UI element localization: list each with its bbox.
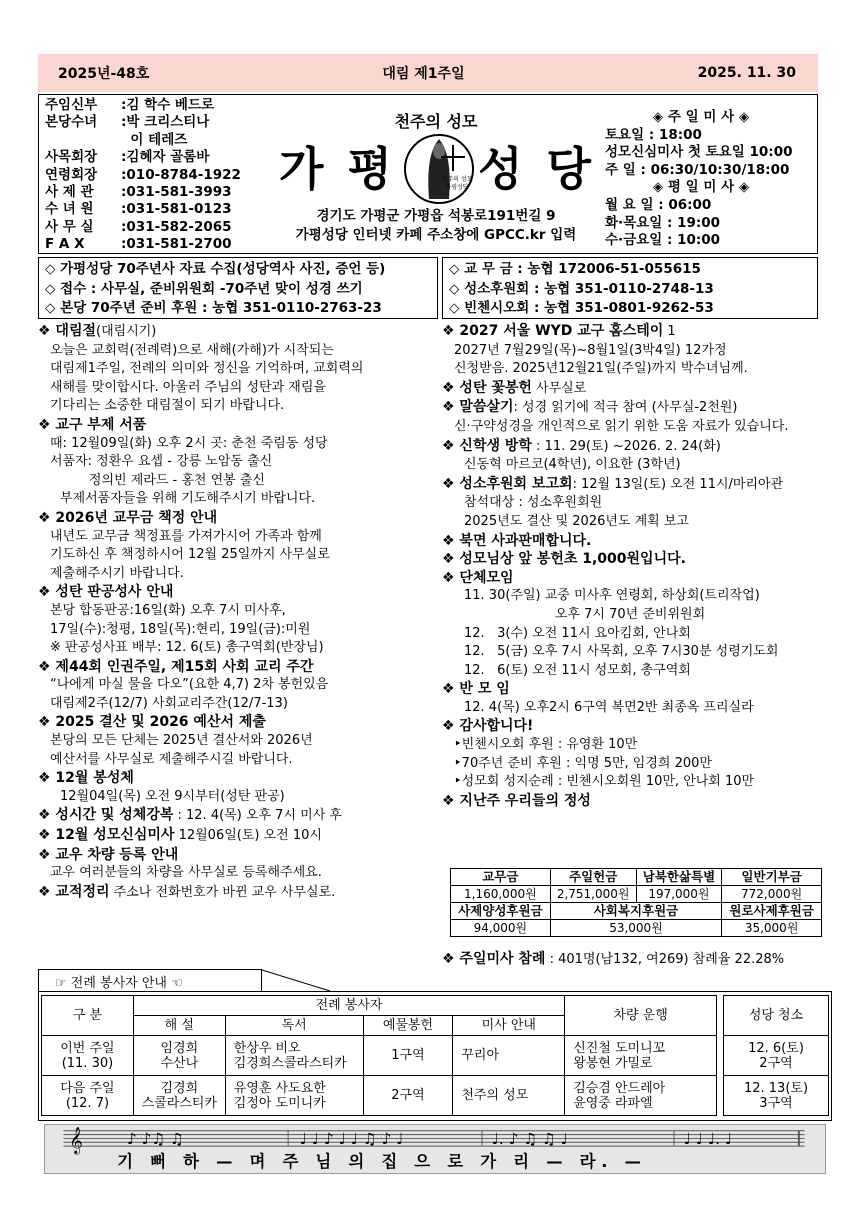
body-line: 17일(수):청평, 18일(목):현리, 19일(금):미원 [50,621,311,637]
body-line: 신청받음. 2025년12월21일(주일)까지 박수녀님께. [454,361,748,377]
section-heading [442,398,832,418]
body-line: 2027년 7월29일(목)~8월1일(3박4일) 12가정 [454,342,727,358]
issue-date: 2025. 11. 30 [697,65,796,81]
cleaning-group: 3구역 [759,1095,793,1111]
heading-detail: : 성경 읽기에 적극 참여 (사무실-2천원) [513,400,738,416]
usher-group: 꾸리아 [453,1036,565,1076]
heading-text: ❖ 교적정리 [38,883,110,900]
staff-list [45,97,271,254]
body-line: 2025년도 결산 및 2026년도 계획 보고 [464,513,689,529]
section-heading [38,846,436,865]
account-line: ◇ 성소후원회 : 농협 351-0110-2748-13 [449,280,714,297]
hymn-music-strip [44,1124,826,1174]
staff-row: 연령회장 : 010-8784-1922 [45,166,241,183]
heading-text: ❖ 북면 사과판매합니다. [442,532,592,549]
heading-detail: 1 [663,324,676,339]
heading-text: ❖ 단체모임 [442,569,514,586]
tab-connector [262,969,332,993]
body-line: 신·구약성경을 개인적으로 읽기 위한 도움 자료가 있습니다. [454,418,789,434]
offering-value: 94,000원 [451,920,551,937]
col-commentary: 해 설 [133,1016,225,1036]
section-heading [442,437,832,457]
when-date: (11. 30) [61,1055,114,1071]
body-line: 제출해주시기 바랍니다. [50,565,184,581]
mass-line: 주 일 : 06:30/10:30/18:00 [605,161,790,178]
heading-text: ❖ 12월 성모신심미사 [38,827,175,844]
website-line: 가평성당 인터넷 카페 주소창에 GPCC.kr 입력 [295,227,577,243]
heading-text: ❖ 성소후원회 보고회 [442,475,573,492]
body-line: 서품자: 정환우 요셉 - 강릉 노암동 출신 [50,454,273,470]
body-line: 11. 30(주일) 교중 미사후 연령회, 하상회(트리작업) [464,588,760,604]
section-heading [442,792,832,811]
offering-value: 53,000원 [550,920,722,937]
heading-text: ❖ 성탄 꽃봉헌 [442,379,532,396]
heading-text: ❖ 성탄 판공성사 안내 [38,584,174,601]
body-line: 정의빈 제라드 - 홍천 연봉 출신 [60,472,265,488]
body-line: 부제서품자들을 위해 기도해주시기 바랍니다. [60,491,316,507]
anniversary-notice-box [38,257,438,319]
mass-schedule [605,109,817,250]
body-line: 기다리는 소중한 대림절이 되기 바랍니다. [50,398,285,414]
body-line: 예산서를 사무실로 제출해주시길 바랍니다. [50,751,293,767]
heading-detail: (대림시기) [96,324,157,339]
heading-detail: : 12월 13일(토) 오전 11시/마리아관 [572,476,784,492]
body-line: 내년도 교무금 책정표를 가져가시어 가족과 함께 [50,528,322,544]
body-line: 대림제2주(12/7) 사회교리주간(12/7-13) [50,695,288,711]
heading-text: ❖ 2025 결산 및 2026 예산서 제출 [38,714,266,731]
section-heading [38,826,436,846]
heading-text: ❖ 교우 차량 등록 안내 [38,846,179,863]
driver: 신진철 도미니꼬 [573,1040,666,1056]
driver: 윤영중 라파엘 [573,1095,653,1111]
heading-detail: : 12. 4(목) 오후 7시 미사 후 [173,808,342,824]
offering-value: 197,000원 [636,886,722,903]
offering-value: 2,751,000원 [550,886,636,903]
heading-detail: 주소나 전화번호가 바뀐 교우 사무실로. [109,884,336,900]
mass-line: 토요일 : 18:00 [605,126,702,143]
section-heading [442,475,832,495]
cleaning-group: 2구역 [759,1055,793,1071]
heading-text: ❖ 말씀살기 [442,399,514,416]
mass-heading-weekday: ◈ 평 일 미 사 ◈ [652,179,750,196]
parish-title-right: 성 당 [478,142,595,196]
section-heading [38,416,436,435]
body-line: ※ 판공성사표 배부: 12. 6(토) 총구역회(반장님) [50,640,324,656]
parish-title-left: 가 평 [279,142,396,196]
staff-row: 주임신부 : 김 학수 베드로 [45,97,215,113]
body-line: 오후 7시 70년 준비위원회 [464,606,706,622]
attendance-value: : 401명(남132, 여269) 참례율 22.28% [545,952,785,967]
body-line: ‣성모회 성지순례 : 빈첸시오회원 10만, 안나회 10만 [454,774,755,790]
heading-text: ❖ 성시간 및 성체강복 [38,807,174,824]
body-line: 참석대상 : 성소후원회원 [464,495,603,511]
mass-line: 월 요 일 : 06:00 [605,196,712,213]
section-heading [38,769,436,788]
body-line: “나에게 마실 물을 다오”(요한 4,7) 2차 봉헌있음 [50,677,329,693]
body-line: 12. 3(수) 오전 11시 요아킴회, 안나회 [464,625,691,641]
heading-text: ❖ 감사합니다! [442,718,534,735]
section-heading [38,322,436,342]
liturgical-week: 대림 제1주일 [382,66,465,82]
section-heading [38,509,436,528]
col-gubun: 구 분 [42,996,134,1036]
service-row-next-week [42,1076,717,1116]
when-date: (12. 7) [65,1095,110,1111]
notice-line: ◇ 접수 : 사무실, 준비위원회 -70주년 맞이 성경 쓰기 [45,280,363,297]
parish-logo [399,131,479,207]
body-line: 새해를 맞이합시다. 아울러 주님의 성탄과 재림을 [50,379,326,395]
staff-row: 수 녀 원 : 031-581-0123 [45,201,232,218]
section-heading [442,322,832,342]
account-line: ◇ 교 무 금 : 농협 172006-51-055615 [449,261,701,277]
offering-key: 사제양성후원금 [451,903,551,920]
body-line: 때: 12월09일(화) 오후 2시 곳: 춘천 죽림동 성당 [50,435,328,451]
driver: 왕봉현 가밀로 [573,1055,653,1071]
body-line: 본당 합동판공:16일(화) 오후 7시 미사후, [50,602,286,618]
hymn-lyrics: 기 뻐 하 — 며 주 님 의 집 으 로 가 리 — 라. — [117,1152,647,1172]
offering-key: 남북한삶특별 [636,869,722,886]
col-cleaning: 성당 청소 [724,996,829,1036]
offering-group: 2구역 [363,1076,453,1116]
offering-key: 주일헌금 [550,869,636,886]
col-offering: 예물봉헌 [363,1016,453,1036]
svg-text:♪ ♪♫ ♫: ♪ ♪♫ ♫ [126,1130,184,1149]
heading-text: ❖ 교구 부제 서품 [38,416,147,433]
reader: 김경희스콜라스티카 [233,1055,347,1071]
heading-text: ❖ 반 모 임 [442,681,510,698]
section-heading [442,569,832,588]
body-line: 대림제1주일, 전례의 의미와 정신을 기억하며, 교회력의 [50,361,364,377]
body-line: 본당의 모든 단체는 2025년 결산서와 2026년 [50,733,313,749]
parish-header [38,94,818,254]
reader: 김정아 도미니카 [233,1095,326,1111]
body-line: 교우 여러분들의 차량을 사무실로 등록해주세요. [50,865,322,881]
mass-line: 수·금요일 : 10:00 [605,232,721,249]
cleaning-table [723,995,829,1116]
treble-clef-icon: 𝄞 [69,1128,83,1155]
mass-heading-sunday: ◈ 주 일 미 사 ◈ [652,109,750,125]
svg-text:♩ ♩ ♪ ♩ ♩ ♫ ♪ ♩: ♩ ♩ ♪ ♩ ♩ ♫ ♪ ♩ [299,1130,404,1149]
when: 이번 주일 [60,1040,115,1056]
mass-line: 화·목요일 : 19:00 [605,214,721,231]
notice-line: ◇ 본당 70주년 준비 후원 : 농협 351-0110-2763-23 [45,300,382,316]
heading-text: ❖ 지난주 우리들의 정성 [442,792,591,809]
body-line: ‣빈첸시오회 후원 : 유영환 10만 [454,737,638,753]
heading-text: ❖ 12월 봉성체 [38,770,134,787]
service-tab-label: ☞ 전례 봉사자 안내 ☜ [38,969,262,991]
mass-line: 성모신심미사 첫 토요일 10:00 [605,144,793,161]
cleaning-date: 12. 6(토) [748,1040,804,1056]
body-line: 기도하신 후 책정하시어 12월 25일까지 사무실로 [50,547,330,563]
body-line: 12월04일(목) 오전 9시부터(성탄 판공) [60,788,285,804]
service-row-this-week [42,1036,717,1076]
offering-table [450,868,822,937]
section-heading [38,583,436,602]
heading-detail: 12월06일(토) 오전 10시 [174,828,322,844]
reader: 유영훈 사도요한 [233,1080,326,1096]
offering-value: 1,160,000원 [451,886,551,903]
cleaning-date: 12. 13(토) [743,1080,809,1096]
staff-row: 이 테레즈 [130,131,188,148]
commentator: 임경희 [160,1040,199,1056]
parish-subtitle: 천주의 성모 [394,112,478,131]
section-heading [38,713,436,732]
staff-row: 사목회장 : 김혜자 골롬바 [45,149,210,166]
attendance-line [442,948,784,968]
heading-text: ❖ 2026년 교무금 책정 안내 [38,509,218,526]
staff-row: 사 무 실 : 031-582-2065 [45,218,232,235]
section-heading [442,550,832,569]
section-heading [442,532,832,551]
offering-value: 772,000원 [722,886,822,903]
body-line: 신동혁 마르코(4학년), 이요한 (3학년) [464,457,681,473]
col-reading: 독서 [225,1016,363,1036]
svg-text:♩. ♪ ♫ ♫ ♩: ♩. ♪ ♫ ♫ ♩ [491,1130,568,1149]
section-heading [38,883,436,903]
section-heading [442,717,832,736]
staff-row: 사 제 관 : 031-581-3993 [45,184,232,201]
offering-key: 일반기부금 [722,869,822,886]
offering-key: 사회복지후원금 [550,903,722,920]
staff-row: 본당수녀 : 박 크리스티나 [45,114,210,131]
body-line: 12. 6(토) 오전 11시 성모회, 총구역회 [464,662,691,678]
heading-detail: 사무실로 [531,380,587,396]
left-announcements [38,322,436,902]
body-line: 12. 4(목) 오후2시 6구역 복면2반 최종옥 프리실라 [464,699,754,715]
heading-text: ❖ 성모님상 앞 봉헌초 1,000원입니다. [442,551,686,568]
commentator-name: 수산나 [160,1055,199,1071]
heading-text: ❖ 2027 서울 WYD 교구 홈스테이 [442,323,664,339]
notice-line: ◇ 가평성당 70주년사 자료 수집(성당역사 사진, 증언 등) [45,261,386,277]
liturgical-service-schedule [38,991,832,1121]
right-announcements [442,322,832,810]
col-service-group: 전례 봉사자 [133,996,564,1016]
commentator-name: 스콜라스티카 [141,1095,217,1111]
body-line: 오늘은 교회력(전례력)으로 새해(가해)가 시작되는 [50,342,334,358]
service-table [41,995,717,1116]
col-car: 차량 운행 [565,996,717,1036]
parish-address [271,207,601,245]
offering-value: 35,000원 [722,920,822,937]
logo-caption-1: 천주의 성모 [441,176,473,183]
col-guide: 미사 안내 [453,1016,565,1036]
body-line: ‣70주년 준비 후원 : 익명 5만, 임경희 200만 [454,755,712,771]
section-heading [38,658,436,677]
address-line: 경기도 가평군 가평읍 석봉로191번길 9 [316,208,556,224]
offering-key: 원로사제후원금 [722,903,822,920]
staff-row: F A X : 031-581-2700 [45,236,232,253]
heading-text: ❖ 대림절 [38,323,96,339]
issue-number: 2025년-48호 [58,66,150,82]
section-heading [38,806,436,826]
reader: 한상우 비오 [233,1040,301,1056]
heading-text: ❖ 제44회 인권주일, 제15회 사회 교리 주간 [38,658,314,675]
parish-title-block [271,95,601,253]
attendance-label: ❖ 주일미사 참례 [442,951,546,967]
logo-caption-2: 가평성당 [445,184,469,191]
when: 다음 주일 [60,1080,115,1096]
offering-key: 교무금 [451,869,551,886]
account-line: ◇ 빈첸시오회 : 농협 351-0801-9262-53 [449,300,714,316]
section-heading [442,379,832,399]
section-heading [442,680,832,699]
commentator: 김경희 [160,1080,199,1096]
bank-accounts-box [442,257,818,319]
svg-text:♩ ♩ ♩. ♩: ♩ ♩ ♩. ♩ [683,1130,733,1149]
offering-group: 1구역 [363,1036,453,1076]
heading-text: ❖ 신학생 방학 [442,437,532,454]
issue-banner [38,54,818,92]
usher-group: 천주의 성모 [453,1076,565,1116]
body-line: 12. 5(금) 오후 7시 사목회, 오후 7시30분 성령기도회 [464,644,779,660]
driver: 김승겸 안드레아 [573,1080,666,1096]
heading-detail: : 11. 29(토) ~2026. 2. 24(화) [531,438,721,454]
